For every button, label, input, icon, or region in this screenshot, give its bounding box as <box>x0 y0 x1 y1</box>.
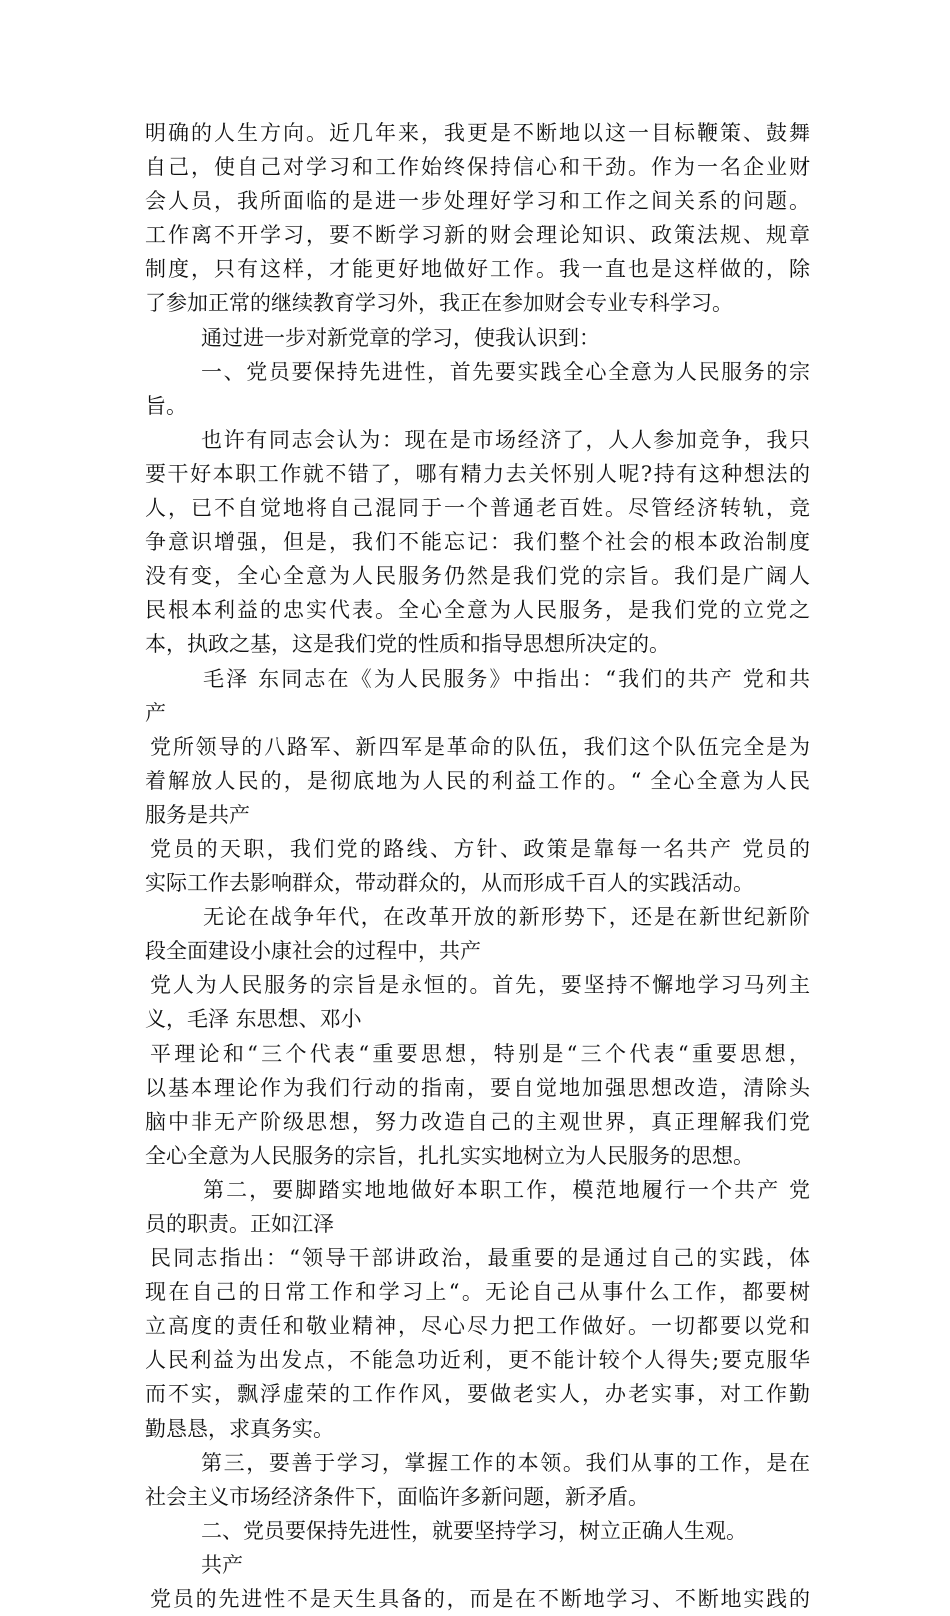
text-line: 没有变，全心全意为人民服务仍然是我们党的宗旨。我们是广阔人 <box>145 564 810 589</box>
text-line: 会人员，我所面临的是进一步处理好学习和工作之间关系的问题。 <box>145 189 810 214</box>
text-line: 要干好本职工作就不错了，哪有精力去关怀别人呢?持有这种想法的 <box>145 461 810 486</box>
text-line: 社会主义市场经济条件下，面临许多新问题，新矛盾。 <box>145 1484 649 1509</box>
section-heading: 一、党员要保持先进性，首先要实践全心全意为人民服务的宗 <box>201 359 810 384</box>
text-line: 党人为人民服务的宗旨是永恒的。首先，要坚持不懈地学习马列主 <box>150 973 810 998</box>
paragraph-first-line: 第二，要脚踏实地地做好本职工作，模范地履行一个共产 党 <box>203 1177 810 1202</box>
text-line: 脑中非无产阶级思想，努力改造自己的主观世界，真正理解我们党 <box>145 1109 810 1134</box>
text-line: 争意识增强，但是，我们不能忘记：我们整个社会的根本政治制度 <box>145 530 810 555</box>
text-line: 员的职责。正如江泽 <box>145 1212 334 1236</box>
text-line: 产 <box>145 700 166 725</box>
text-line: 而不实，飘浮虚荣的工作作风，要做老实人，办老实事，对工作勤 <box>145 1382 810 1407</box>
text-line: 服务是共产 <box>145 802 250 827</box>
text-line: 明确的人生方向。近几年来，我更是不断地以这一目标鞭策、鼓舞 <box>145 121 810 145</box>
text-line: 以基本理论作为我们行动的指南，要自觉地加强思想改造，清除头 <box>145 1075 810 1100</box>
text-line: 制度，只有这样，才能更好地做好工作。我一直也是这样做的，除 <box>145 257 810 282</box>
text-line: 民同志指出：“领导干部讲政治，最重要的是通过自己的实践，体 <box>150 1246 810 1271</box>
text-line: 现在自己的日常工作和学习上“。无论自己从事什么工作，都要树 <box>145 1280 810 1305</box>
text-line: 了参加正常的继续教育学习外，我正在参加财会专业专科学习。 <box>145 291 733 316</box>
text-line: 旨。 <box>145 393 187 418</box>
paragraph-first-line: 毛泽 东同志在《为人民服务》中指出：“我们的共产 党和共 <box>203 666 810 691</box>
text-line: 人，已不自觉地将自己混同于一个普通老百姓。尽管经济转轨，竞 <box>145 496 810 521</box>
paragraph-first-line: 通过进一步对新党章的学习，使我认识到： <box>201 325 600 350</box>
text-line: 党员的天职，我们党的路线、方针、政策是靠每一名共产 党员的 <box>150 836 810 861</box>
text-line: 义，毛泽 东思想、邓小 <box>145 1007 362 1032</box>
text-line: 本，执政之基，这是我们党的性质和指导思想所决定的。 <box>145 632 670 657</box>
paragraph-first-line: 第三，要善于学习，掌握工作的本领。我们从事的工作，是在 <box>201 1450 810 1475</box>
section-heading: 二、党员要保持先进性，就要坚持学习，树立正确人生观。 <box>201 1518 747 1543</box>
text-line: 段全面建设小康社会的过程中，共产 <box>145 939 481 964</box>
paragraph-first-line: 无论在战争年代，在改革开放的新形势下，还是在新世纪新阶 <box>203 905 810 930</box>
text-line: 勤恳恳，求真务实。 <box>145 1416 334 1441</box>
text-line: 实际工作去影响群众，带动群众的，从而形成千百人的实践活动。 <box>145 871 754 896</box>
paragraph-first-line: 也许有同志会认为：现在是市场经济了，人人参加竞争，我只 <box>201 427 810 452</box>
text-line: 自己，使自己对学习和工作始终保持信心和干劲。作为一名企业财 <box>145 155 810 180</box>
document-page <box>145 116 810 1616</box>
text-line: 党员的先进性不是天生具备的，而是在不断地学习、不断地实践的 <box>150 1587 810 1612</box>
text-line: 平理论和“三个代表“重要思想，特别是“三个代表“重要思想， <box>150 1041 810 1066</box>
text-line: 立高度的责任和敬业精神，尽心尽力把工作做好。一切都要以党和 <box>145 1314 810 1339</box>
text-line: 党所领导的八路军、新四军是革命的队伍，我们这个队伍完全是为 <box>150 734 810 759</box>
text-line: 工作离不开学习，要不断学习新的财会理论知识、政策法规、规章 <box>145 223 810 248</box>
text-line: 全心全意为人民服务的宗旨，扎扎实实地树立为人民服务的思想。 <box>145 1143 754 1168</box>
paragraph-first-line: 共产 <box>201 1552 243 1577</box>
text-line: 人民利益为出发点，不能急功近利，更不能计较个人得失;要克服华 <box>145 1348 810 1373</box>
text-line: 着解放人民的，是彻底地为人民的利益工作的。“ 全心全意为人民 <box>145 768 810 793</box>
text-line: 民根本利益的忠实代表。全心全意为人民服务，是我们党的立党之 <box>145 598 810 623</box>
